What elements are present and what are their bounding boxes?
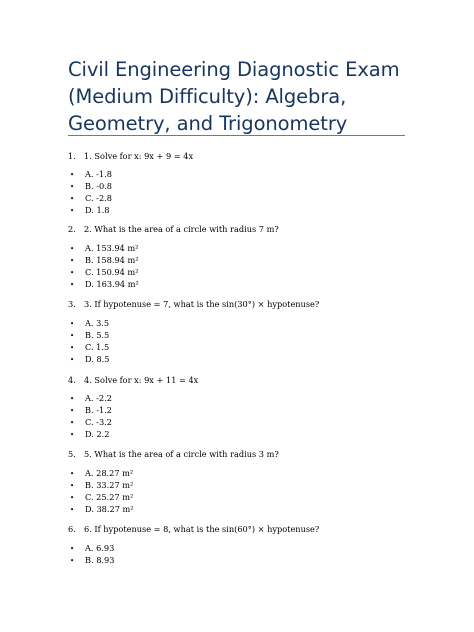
option-text: C. -3.2 (85, 417, 112, 427)
option-text: C. 25.27 m² (85, 492, 134, 502)
option-item (70, 318, 109, 330)
option-text: B. 5.5 (85, 330, 110, 340)
bullet-icon: • (70, 419, 75, 427)
question-5 (68, 449, 279, 460)
option-item (70, 354, 110, 366)
question-number: 1. (68, 151, 76, 161)
question-4 (68, 375, 198, 386)
option-item (70, 468, 133, 480)
option-text: A. 153.94 m² (85, 243, 139, 253)
bullet-icon: • (70, 356, 75, 364)
bullet-icon: • (70, 431, 75, 439)
option-item (70, 330, 109, 342)
option-text: D. 8.5 (85, 354, 110, 364)
option-item (70, 342, 109, 354)
option-item (70, 555, 114, 567)
option-text: B. -1.2 (85, 405, 113, 415)
option-item (70, 417, 112, 429)
question-3 (68, 299, 319, 310)
bullet-icon: • (70, 281, 75, 289)
bullet-icon: • (70, 171, 75, 179)
option-text: B. -0.8 (85, 181, 113, 191)
question-number: 5. (68, 449, 76, 459)
bullet-icon: • (70, 320, 75, 328)
bullet-icon: • (70, 344, 75, 352)
option-text: C. 150.94 m² (85, 267, 139, 277)
option-text: A. 28.27 m² (85, 468, 134, 478)
bullet-icon: • (70, 407, 75, 415)
bullet-icon: • (70, 195, 75, 203)
question-text: 1. Solve for x: 9x + 9 = 4x (84, 151, 194, 161)
option-text: A. -1.8 (85, 169, 112, 179)
bullet-icon: • (70, 257, 75, 265)
option-item (70, 243, 138, 255)
question-number: 6. (68, 524, 76, 534)
bullet-icon: • (70, 557, 75, 565)
title-underline (68, 135, 405, 136)
question-number: 2. (68, 224, 76, 234)
option-text: A. -2.2 (85, 393, 112, 403)
option-item (70, 279, 139, 291)
bullet-icon: • (70, 506, 75, 514)
question-text: 5. What is the area of a circle with radius 3 m? (84, 449, 279, 459)
question-number: 3. (68, 299, 76, 309)
option-text: B. 158.94 m² (85, 255, 139, 265)
option-item (70, 480, 133, 492)
question-text: 2. What is the area of a circle with radius 7 m? (84, 224, 279, 234)
option-item (70, 405, 112, 417)
bullet-icon: • (70, 183, 75, 191)
question-number: 4. (68, 375, 76, 385)
document-title: Civil Engineering Diagnostic Exam (Medium Difficulty): Algebra, Geometry, and Trigonometry (68, 58, 400, 135)
option-item (70, 193, 112, 205)
option-item (70, 255, 139, 267)
option-text: B. 8.93 (85, 555, 115, 565)
option-item (70, 504, 134, 516)
option-item (70, 169, 112, 181)
option-text: A. 3.5 (85, 318, 110, 328)
question-6 (68, 524, 319, 535)
question-text: 4. Solve for x: 9x + 11 = 4x (84, 375, 199, 385)
bullet-icon: • (70, 332, 75, 340)
bullet-icon: • (70, 482, 75, 490)
option-item (70, 429, 110, 441)
bullet-icon: • (70, 545, 75, 553)
question-text: 3. If hypotenuse = 7, what is the sin(30°) × hypotenuse? (84, 299, 320, 309)
option-item (70, 393, 112, 405)
bullet-icon: • (70, 494, 75, 502)
option-text: C. -2.8 (85, 193, 112, 203)
option-text: D. 2.2 (85, 429, 110, 439)
bullet-icon: • (70, 470, 75, 478)
option-text: B. 33.27 m² (85, 480, 134, 490)
option-item (70, 267, 138, 279)
bullet-icon: • (70, 207, 75, 215)
option-text: D. 1.8 (85, 205, 110, 215)
option-item (70, 543, 114, 555)
option-item (70, 492, 133, 504)
bullet-icon: • (70, 269, 75, 277)
option-text: A. 6.93 (85, 543, 115, 553)
option-text: C. 1.5 (85, 342, 110, 352)
bullet-icon: • (70, 245, 75, 253)
option-text: D. 38.27 m² (85, 504, 134, 514)
option-item (70, 181, 112, 193)
question-2 (68, 224, 279, 235)
option-text: D. 163.94 m² (85, 279, 139, 289)
question-1 (68, 151, 193, 162)
option-item (70, 205, 110, 217)
bullet-icon: • (70, 395, 75, 403)
question-text: 6. If hypotenuse = 8, what is the sin(60°) × hypotenuse? (84, 524, 320, 534)
